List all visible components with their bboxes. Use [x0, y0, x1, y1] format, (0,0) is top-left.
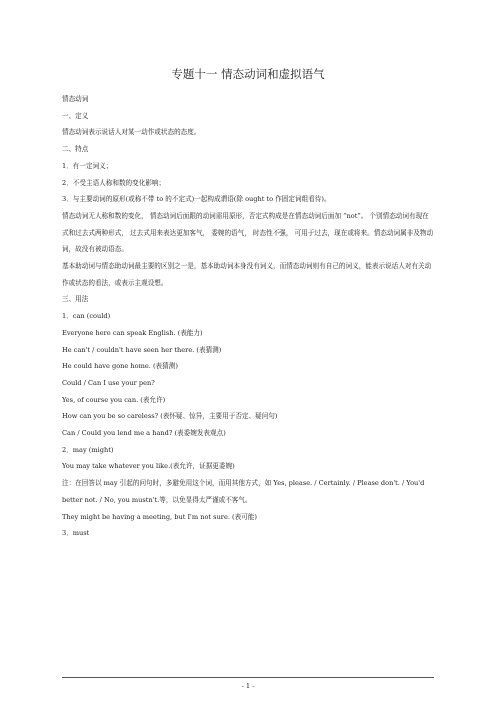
- section-heading: 情态动词: [62, 95, 89, 103]
- example-sentence: Can / Could you lend me a hand? (表委婉发表观点): [62, 429, 226, 438]
- example-sentence: He could have gone home. (表猜测): [62, 362, 178, 371]
- paragraph: 情态动词无人称和数的变化， 情态动词后面跟的动词需用原形，否定式构成是在情态动词后面加 “not”。 个别情态动词有现在式和过去式两种形式， 过去式用来表达更加客气， 委婉的语气， 时态性不强， 可用于过去，现在或将来。情态动词属非及物动词，故没有被动语态。: [62, 211, 434, 254]
- subsection-heading: 三、用法: [62, 295, 89, 304]
- subsection-heading: 一、定义: [62, 111, 89, 120]
- page-title: 专题十一 情态动词和虚拟语气: [171, 67, 325, 81]
- document-body: [62, 91, 434, 542]
- subsection-heading: 二、特点: [62, 145, 89, 154]
- example-sentence: Could / Can I use your pen?: [62, 378, 155, 387]
- footer-divider: [62, 677, 434, 678]
- example-sentence: How can you be so careless? (表怀疑、惊异，主要用于否定、疑问句): [62, 412, 278, 421]
- example-sentence: Everyone here can speak English. (表能力): [62, 328, 203, 337]
- example-sentence: He can't / couldn't have seen her there. (表猜测): [62, 345, 222, 354]
- example-sentence: They might be having a meeting, but I'm not sure. (表可能): [62, 512, 257, 521]
- list-item: 3．与主要动词的原形(或称不带 to 的不定式)一起构成谓语(除 ought to 作固定词组看待)。: [62, 195, 331, 204]
- page-number: - 1 -: [241, 682, 255, 690]
- paragraph: 基本助动词与情态助动词最主要的区别之一是，基本助动词本身没有词义，而情态动词则有自己的词义，能表示说话人对有关动作或状态的看法，或表示主观设想。: [62, 262, 432, 287]
- list-item: 1．can (could): [62, 312, 111, 321]
- list-item: 3．must: [62, 529, 90, 538]
- example-sentence: You may take whatever you like.(表允许，证据更委婉): [62, 462, 235, 471]
- list-item: 2．may (might): [62, 445, 114, 454]
- example-sentence: Yes, of course you can. (表允许): [62, 395, 166, 404]
- paragraph: 情态动词表示说话人对某一动作或状态的态度。: [62, 128, 201, 137]
- list-item: 2．不受主语人称和数的变化影响；: [62, 178, 166, 187]
- list-item: 1．有一定词义；: [62, 161, 113, 170]
- note-paragraph: 注：在回答以 may 引起的问句时，多避免用这个词，而用其他方式，如 Yes, please. / Certainly. / Please don't. / You'd better not. / No, you mustn't.等，以免显得太严谨或不客气。: [62, 479, 425, 504]
